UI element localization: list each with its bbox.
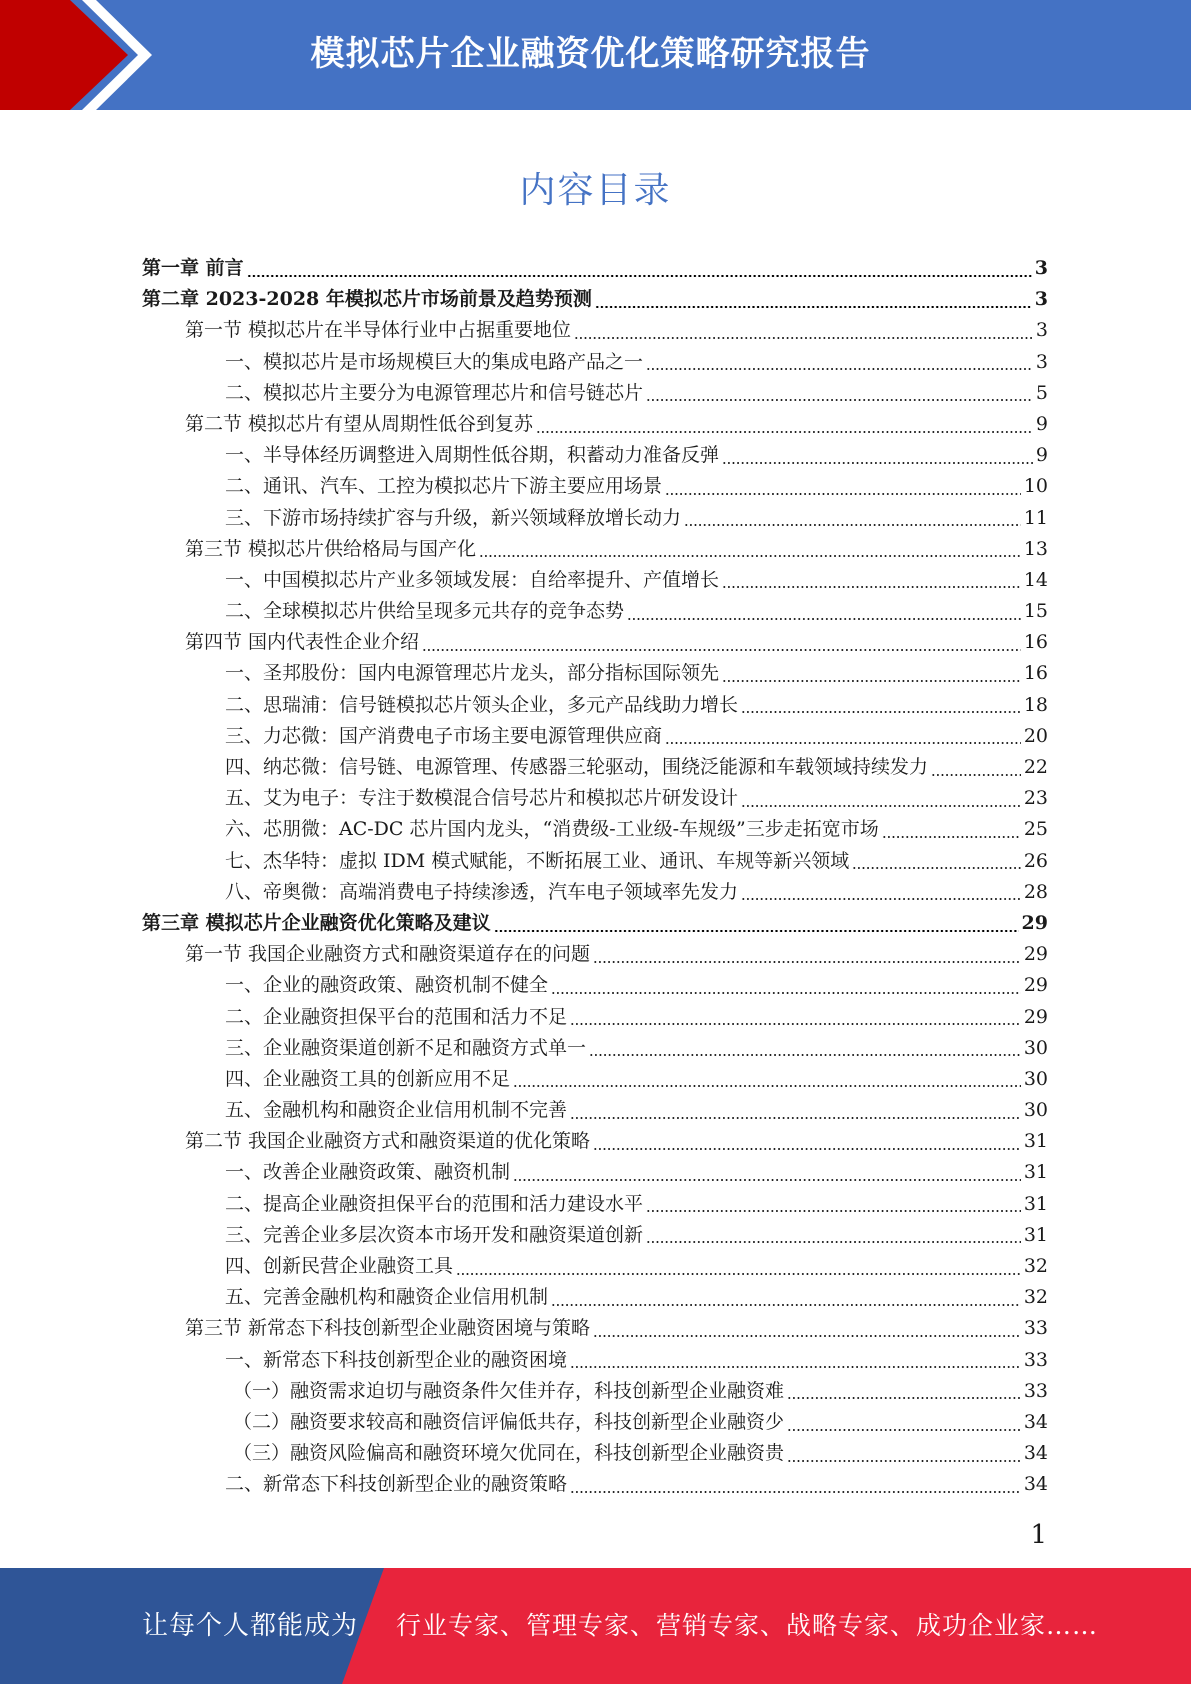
toc-entry[interactable] (142, 1220, 1048, 1251)
toc-entry-label: 第四节 国内代表性企业介绍 (185, 631, 420, 654)
toc-dot-leader (593, 1335, 1021, 1337)
toc-entry[interactable] (142, 908, 1048, 939)
toc-entry[interactable] (142, 1095, 1048, 1126)
toc-dot-leader (422, 649, 1021, 651)
toc-entry[interactable] (142, 347, 1048, 378)
toc-entry-page: 3 (1035, 319, 1048, 342)
toc-entry-label: 一、新常态下科技创新型企业的融资困境 (225, 1348, 568, 1371)
toc-entry-page: 29 (1023, 974, 1048, 997)
toc-entry-page: 34 (1023, 1442, 1048, 1465)
toc-entry-page: 9 (1035, 412, 1048, 435)
toc-entry-page: 29 (1023, 1005, 1048, 1028)
toc-entry[interactable] (142, 565, 1048, 596)
toc-entry[interactable] (142, 315, 1048, 346)
toc-dot-leader (646, 368, 1033, 370)
toc-entry-page: 25 (1023, 818, 1048, 841)
toc-entry-page: 34 (1023, 1410, 1048, 1433)
toc-dot-leader (456, 1273, 1021, 1275)
toc-entry-page: 33 (1023, 1317, 1048, 1340)
toc-dot-leader (247, 275, 1032, 277)
toc-entry-label: 八、帝奥微：高端消费电子持续渗透，汽车电子领域率先发力 (225, 880, 739, 903)
toc-entry-label: 二、企业融资担保平台的范围和活力不足 (225, 1005, 568, 1028)
toc-entry-page: 33 (1023, 1348, 1048, 1371)
toc-dot-leader (513, 1085, 1021, 1087)
toc-dot-leader (665, 742, 1021, 744)
toc-entry-page: 31 (1023, 1192, 1048, 1215)
toc-entry-label: 第二节 模拟芯片有望从周期性低谷到复苏 (185, 412, 534, 435)
toc-entry-label: 一、半导体经历调整进入周期性低谷期，积蓄动力准备反弹 (225, 444, 720, 467)
toc-dot-leader (627, 618, 1021, 620)
toc-entry-page: 11 (1023, 506, 1048, 529)
toc-entry[interactable] (142, 1064, 1048, 1095)
toc-dot-leader (570, 1366, 1021, 1368)
toc-entry-page: 28 (1023, 880, 1048, 903)
toc-entry-label: 二、提高企业融资担保平台的范围和活力建设水平 (225, 1192, 644, 1215)
toc-entry-label: 二、思瑞浦：信号链模拟芯片领头企业，多元产品线助力增长 (225, 693, 739, 716)
toc-dot-leader (741, 711, 1021, 713)
toc-entry[interactable] (142, 409, 1048, 440)
toc-entry[interactable] (142, 1407, 1048, 1438)
toc-dot-leader (551, 992, 1021, 994)
toc-entry-page: 3 (1034, 288, 1048, 311)
toc-entry-label: 三、力芯微：国产消费电子市场主要电源管理供应商 (225, 724, 663, 747)
toc-entry-label: 第一节 模拟芯片在半导体行业中占据重要地位 (185, 319, 572, 342)
toc-entry-label: 四、创新民营企业融资工具 (225, 1255, 454, 1277)
toc-entry-label: 第三节 模拟芯片供给格局与国产化 (185, 537, 477, 560)
toc-entry[interactable] (142, 721, 1048, 752)
toc-entry-page: 30 (1023, 1099, 1048, 1122)
toc-dot-leader (570, 1117, 1021, 1119)
toc-entry-label: 三、企业融资渠道创新不足和融资方式单一 (225, 1036, 587, 1059)
toc-entry-label: 一、中国模拟芯片产业多领域发展：自给率提升、产值增长 (225, 568, 720, 591)
toc-dot-leader (722, 586, 1021, 588)
toc-dot-leader (684, 524, 1021, 526)
toc-entry-label: 一、改善企业融资政策、融资机制 (225, 1161, 511, 1184)
report-title: 模拟芯片企业融资优化策略研究报告 (310, 34, 871, 74)
toc-entry-page: 31 (1023, 1130, 1048, 1153)
toc-entry-page: 14 (1023, 568, 1048, 591)
toc-entry-label: 第一节 我国企业融资方式和融资渠道存在的问题 (185, 943, 591, 966)
toc-entry[interactable] (142, 752, 1048, 783)
toc-dot-leader (787, 1397, 1021, 1399)
toc-entry-label: 第一章 前言 (142, 257, 244, 279)
toc-entry-label: 二、通讯、汽车、工控为模拟芯片下游主要应用场景 (225, 475, 663, 498)
toc-entry[interactable] (142, 1282, 1048, 1313)
toc-entry-page: 32 (1023, 1255, 1048, 1277)
toc-entry-label: 第三章 模拟芯片企业融资优化策略及建议 (142, 911, 491, 934)
toc-entry[interactable] (142, 814, 1048, 845)
toc-entry-page: 32 (1023, 1286, 1048, 1309)
toc-dot-leader (593, 1148, 1021, 1150)
toc-entry[interactable] (142, 877, 1048, 908)
toc-entry-page: 13 (1023, 537, 1048, 560)
toc-entry-label: 第三节 新常态下科技创新型企业融资困境与策略 (185, 1317, 591, 1340)
toc-entry[interactable] (142, 471, 1048, 502)
toc-entry-label: 一、模拟芯片是市场规模巨大的集成电路产品之一 (225, 350, 644, 373)
toc-entry-page: 22 (1023, 756, 1048, 778)
toc-entry[interactable] (142, 378, 1048, 409)
toc-dot-leader (551, 1304, 1021, 1306)
toc-entry-page: 5 (1035, 381, 1048, 404)
toc-entry-page: 20 (1023, 724, 1048, 747)
toc-entry-label: （一）融资需求迫切与融资条件欠佳并存，科技创新型企业融资难 (233, 1379, 785, 1402)
toc-entry-label: 三、下游市场持续扩容与升级，新兴领域释放增长动力 (225, 506, 682, 529)
toc-dot-leader (570, 1491, 1021, 1493)
header-banner (0, 0, 1191, 110)
toc-entry-page: 31 (1023, 1223, 1048, 1246)
toc-entry-page: 10 (1023, 475, 1048, 498)
toc-dot-leader (741, 898, 1021, 900)
toc-entry-label: 三、完善企业多层次资本市场开发和融资渠道创新 (225, 1223, 644, 1246)
toc-entry-page: 18 (1023, 693, 1048, 716)
table-of-contents (142, 253, 1048, 1501)
toc-entry-page: 30 (1023, 1036, 1048, 1059)
toc-dot-leader (882, 836, 1021, 838)
toc-entry-label: 四、企业融资工具的创新应用不足 (225, 1067, 511, 1090)
toc-entry-label: 六、芯朋微：AC-DC 芯片国内龙头，“消费级-工业级-车规级”三步走拓宽市场 (225, 818, 879, 841)
toc-dot-leader (570, 1023, 1021, 1025)
toc-entry-label: 七、杰华特：虚拟 IDM 模式赋能，不断拓展工业、通讯、车规等新兴领域 (225, 849, 850, 872)
toc-entry[interactable] (142, 596, 1048, 627)
toc-entry-page: 26 (1023, 849, 1048, 872)
page-number: 1 (1030, 1520, 1047, 1550)
toc-dot-leader (646, 1241, 1021, 1243)
toc-entry-page: 9 (1035, 444, 1048, 467)
toc-entry[interactable] (142, 939, 1048, 970)
toc-entry[interactable] (142, 627, 1048, 658)
toc-entry-label: 一、企业的融资政策、融资机制不健全 (225, 974, 549, 997)
toc-entry-page: 29 (1023, 943, 1048, 966)
toc-entry[interactable] (142, 658, 1048, 689)
toc-entry[interactable] (142, 1469, 1048, 1500)
toc-entry-page: 16 (1023, 631, 1048, 654)
toc-entry[interactable] (142, 846, 1048, 877)
footer-banner (0, 1568, 1191, 1684)
toc-entry[interactable] (142, 1376, 1048, 1407)
toc-dot-leader (722, 462, 1033, 464)
toc-dot-leader (741, 805, 1021, 807)
toc-entry[interactable] (142, 1033, 1048, 1064)
toc-dot-leader (787, 1429, 1021, 1431)
toc-dot-leader (646, 1210, 1021, 1212)
toc-entry-page: 34 (1023, 1473, 1048, 1496)
toc-dot-leader (479, 555, 1021, 557)
toc-dot-leader (787, 1460, 1021, 1462)
toc-heading: 内容目录 (519, 170, 672, 211)
toc-entry[interactable] (142, 1189, 1048, 1220)
toc-entry-page: 3 (1035, 350, 1048, 373)
toc-entry-label: 第二节 我国企业融资方式和融资渠道的优化策略 (185, 1130, 591, 1153)
toc-entry[interactable] (142, 783, 1048, 814)
toc-dot-leader (593, 961, 1021, 963)
toc-entry-label: （三）融资风险偏高和融资环境欠优同在，科技创新型企业融资贵 (233, 1442, 785, 1465)
toc-dot-leader (574, 337, 1033, 339)
toc-entry-page: 29 (1021, 911, 1048, 934)
toc-entry[interactable] (142, 690, 1048, 721)
toc-entry[interactable] (142, 1345, 1048, 1376)
toc-entry-page: 23 (1023, 787, 1048, 810)
toc-entry[interactable] (142, 253, 1048, 284)
toc-entry[interactable] (142, 1313, 1048, 1344)
toc-entry-label: 二、全球模拟芯片供给呈现多元共存的竞争态势 (225, 600, 625, 623)
toc-entry[interactable] (142, 1438, 1048, 1469)
toc-entry-label: 第二章 2023-2028 年模拟芯片市场前景及趋势预测 (142, 288, 592, 311)
footer-slogan-left: 让每个人都能成为 (142, 1611, 359, 1641)
toc-dot-leader (494, 930, 1019, 932)
toc-entry-page: 3 (1034, 257, 1048, 279)
toc-dot-leader (852, 867, 1021, 869)
toc-entry-label: 五、金融机构和融资企业信用机制不完善 (225, 1099, 568, 1122)
toc-entry-page: 31 (1023, 1161, 1048, 1184)
toc-entry-label: 一、圣邦股份：国内电源管理芯片龙头，部分指标国际领先 (225, 662, 720, 685)
toc-entry-label: 四、纳芯微：信号链、电源管理、传感器三轮驱动，围绕泛能源和车载领域持续发力 (225, 756, 929, 778)
toc-entry[interactable] (142, 1126, 1048, 1157)
toc-dot-leader (665, 493, 1021, 495)
toc-entry-label: 五、完善金融机构和融资企业信用机制 (225, 1286, 549, 1309)
toc-entry-page: 30 (1023, 1067, 1048, 1090)
toc-entry-label: （二）融资要求较高和融资信评偏低共存，科技创新型企业融资少 (233, 1410, 785, 1433)
toc-dot-leader (931, 774, 1021, 776)
toc-entry[interactable] (142, 534, 1048, 565)
toc-entry[interactable] (142, 1157, 1048, 1188)
toc-dot-leader (513, 1179, 1021, 1181)
toc-entry-label: 五、艾为电子：专注于数模混合信号芯片和模拟芯片研发设计 (225, 787, 739, 810)
toc-entry-label: 二、新常态下科技创新型企业的融资策略 (225, 1473, 568, 1496)
toc-dot-leader (646, 399, 1033, 401)
footer-slogan-right: 行业专家、管理专家、营销专家、战略专家、成功企业家…… (396, 1611, 1099, 1640)
toc-entry[interactable] (142, 1002, 1048, 1033)
toc-entry[interactable] (142, 440, 1048, 471)
toc-dot-leader (589, 1054, 1021, 1056)
toc-entry[interactable] (142, 284, 1048, 315)
toc-entry-label: 二、模拟芯片主要分为电源管理芯片和信号链芯片 (225, 381, 644, 404)
toc-entry-page: 15 (1023, 600, 1048, 623)
toc-entry[interactable] (142, 503, 1048, 534)
toc-entry[interactable] (142, 970, 1048, 1001)
toc-entry-page: 33 (1023, 1379, 1048, 1402)
toc-entry-page: 16 (1023, 662, 1048, 685)
toc-entry[interactable] (142, 1251, 1048, 1282)
toc-dot-leader (536, 431, 1033, 433)
toc-dot-leader (722, 680, 1021, 682)
toc-dot-leader (595, 306, 1032, 308)
